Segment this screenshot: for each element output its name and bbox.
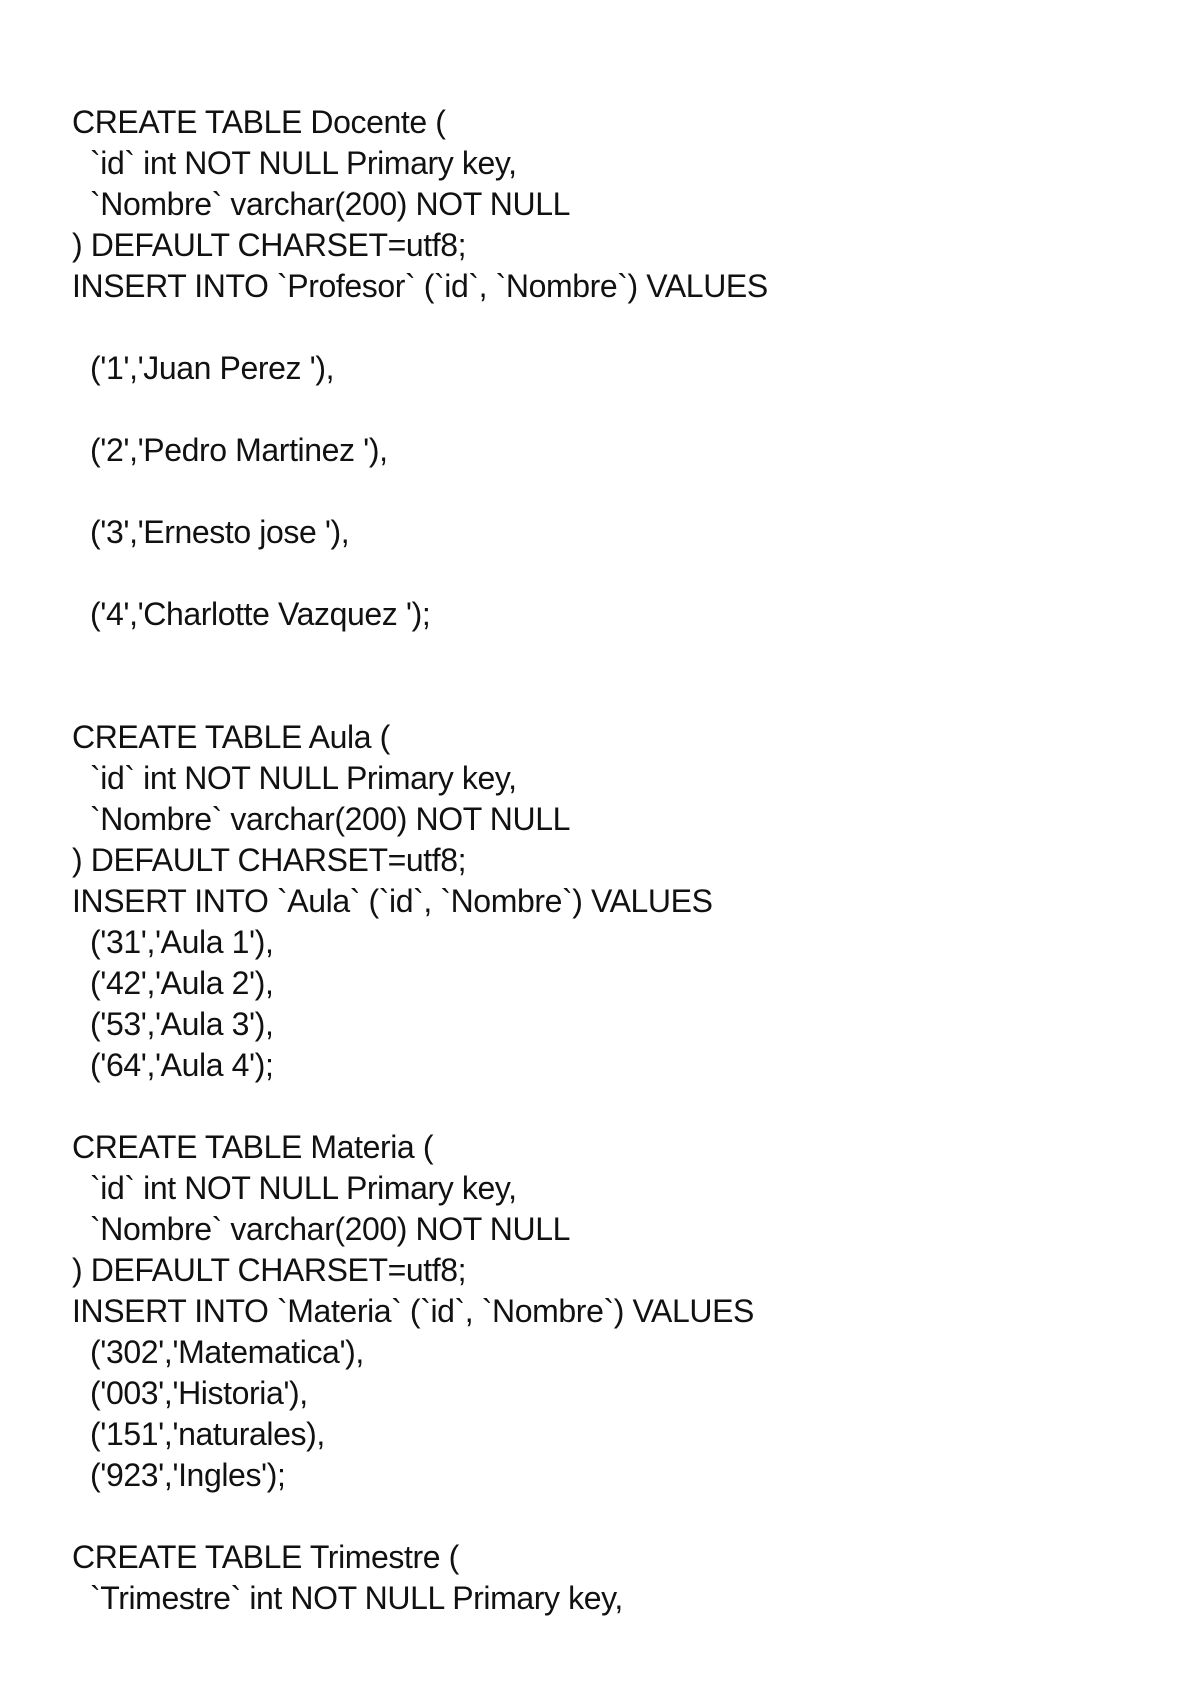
blank-line: [72, 389, 1152, 430]
sql-line: ) DEFAULT CHARSET=utf8;: [72, 227, 467, 263]
sql-line: CREATE TABLE Aula (: [72, 719, 390, 755]
blank-line: [72, 1496, 1152, 1537]
sql-line: ('4','Charlotte Vazquez ');: [90, 596, 431, 632]
sql-line: ) DEFAULT CHARSET=utf8;: [72, 842, 467, 878]
sql-line: ('923','Ingles');: [90, 1457, 286, 1493]
sql-line: ('151','naturales),: [90, 1416, 325, 1452]
sql-line: ('2','Pedro Martinez '),: [90, 432, 388, 468]
sql-line: INSERT INTO `Aula` (`id`, `Nombre`) VALUES: [72, 883, 713, 919]
sql-line: `Trimestre` int NOT NULL Primary key,: [90, 1580, 623, 1616]
sql-line: `Nombre` varchar(200) NOT NULL: [90, 801, 570, 837]
sql-line: `Nombre` varchar(200) NOT NULL: [90, 1211, 570, 1247]
sql-document-body: [72, 102, 1152, 1619]
sql-line: ('3','Ernesto jose '),: [90, 514, 350, 550]
sql-line: ('1','Juan Perez '),: [90, 350, 335, 386]
sql-line: `id` int NOT NULL Primary key,: [90, 760, 517, 796]
sql-line: `Nombre` varchar(200) NOT NULL: [90, 186, 570, 222]
sql-line: ) DEFAULT CHARSET=utf8;: [72, 1252, 467, 1288]
sql-line: `id` int NOT NULL Primary key,: [90, 1170, 517, 1206]
sql-line: ('31','Aula 1'),: [90, 924, 274, 960]
sql-line: CREATE TABLE Trimestre (: [72, 1539, 459, 1575]
blank-line: [72, 676, 1152, 717]
blank-line: [72, 471, 1152, 512]
blank-line: [72, 635, 1152, 676]
blank-line: [72, 553, 1152, 594]
sql-line: ('64','Aula 4');: [90, 1047, 274, 1083]
sql-line: CREATE TABLE Docente (: [72, 104, 446, 140]
sql-line: ('42','Aula 2'),: [90, 965, 274, 1001]
sql-line: INSERT INTO `Profesor` (`id`, `Nombre`) VALUES: [72, 268, 768, 304]
sql-line: ('53','Aula 3'),: [90, 1006, 274, 1042]
sql-line: ('302','Matematica'),: [90, 1334, 364, 1370]
sql-line: ('003','Historia'),: [90, 1375, 308, 1411]
sql-line: INSERT INTO `Materia` (`id`, `Nombre`) VALUES: [72, 1293, 754, 1329]
sql-line: `id` int NOT NULL Primary key,: [90, 145, 517, 181]
blank-line: [72, 1086, 1152, 1127]
sql-line: CREATE TABLE Materia (: [72, 1129, 434, 1165]
blank-line: [72, 307, 1152, 348]
